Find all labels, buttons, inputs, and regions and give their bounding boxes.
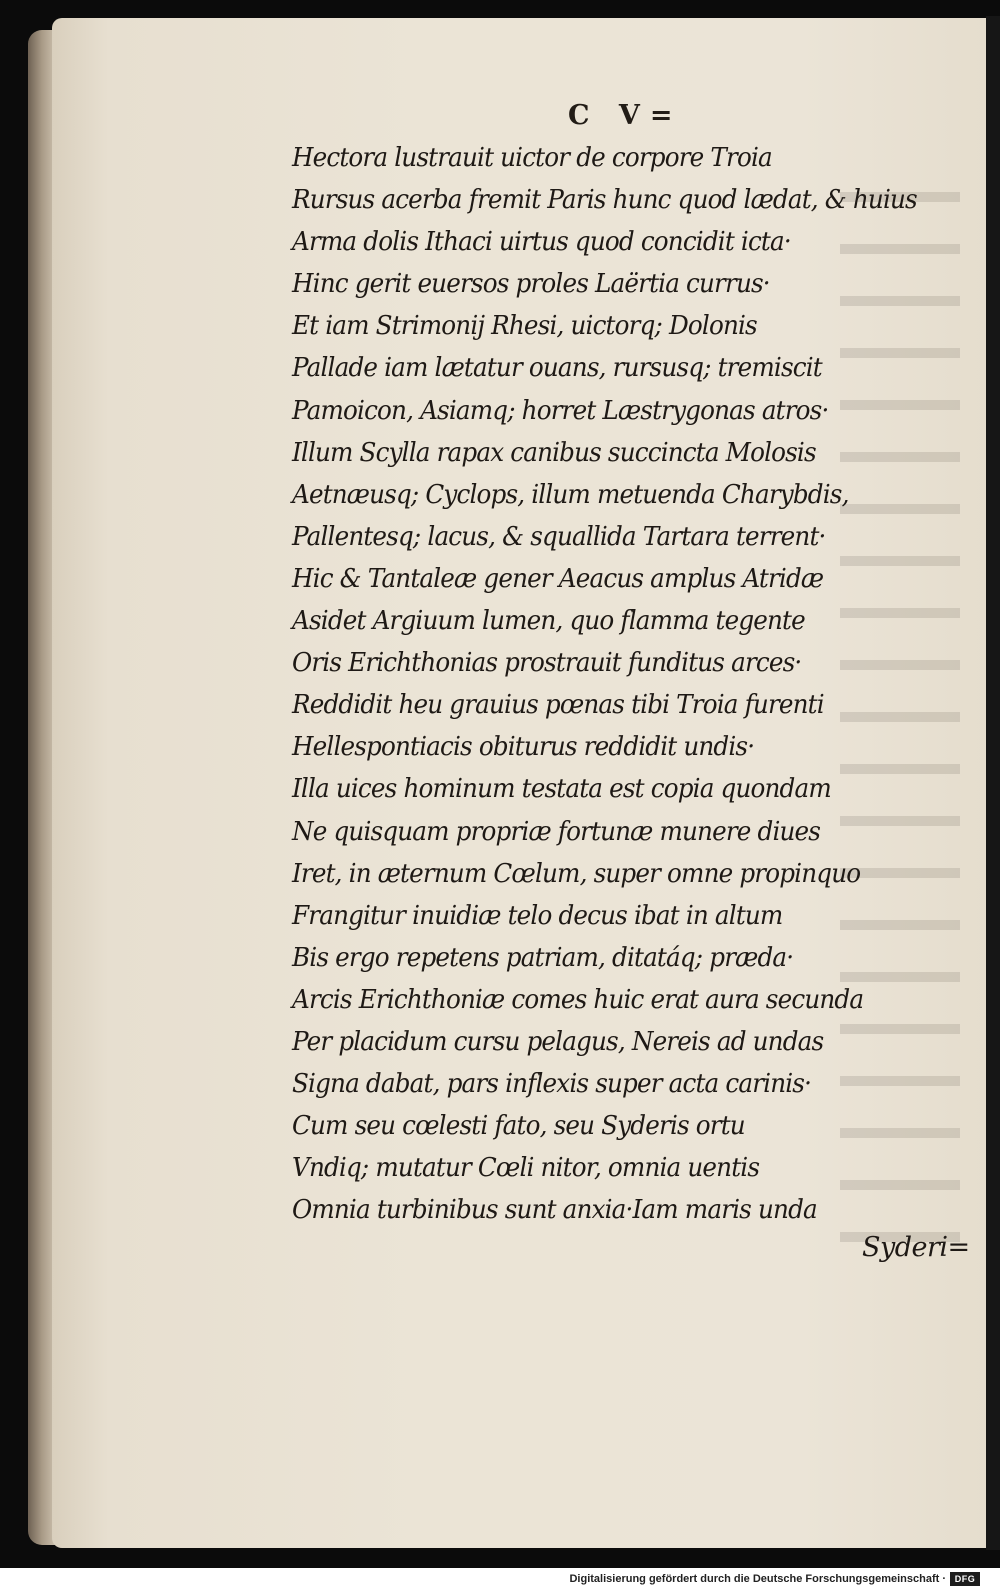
verse-line: Per placidum cursu pelagus, Nereis ad undas (292, 1025, 824, 1057)
verse-line: Illa uices hominum testata est copia quondam (292, 773, 831, 805)
verse-block (292, 137, 972, 1231)
verse-line: Ne quisquam propriæ fortunæ munere diues (292, 815, 821, 847)
verse-line: Pamoicon, Asiamq; horret Læstrygonas atros· (292, 394, 829, 426)
scan-border (986, 16, 1000, 1550)
verse-line: Illum Scylla rapax canibus succincta Molosis (292, 436, 816, 468)
verse-line: Hellespontiacis obiturus reddidit undis· (292, 731, 755, 763)
funding-note: Digitalisierung gefördert durch die Deutsche Forschungsgemeinschaft · (569, 1573, 946, 1585)
verse-line: Arcis Erichthoniæ comes huic erat aura secunda (292, 983, 864, 1015)
verse-line: Asidet Argiuum lumen, quo flamma tegente (292, 605, 805, 637)
dfg-logo-icon: DFG (950, 1572, 980, 1586)
verse-line: Hic & Tantaleæ gener Aeacus amplus Atridæ (292, 562, 824, 594)
verse-line: Iret, in æternum Cœlum, super omne propinquo (292, 857, 861, 889)
verse-line: Bis ergo repetens patriam, ditatáq; præda· (292, 941, 794, 973)
verse-line: Pallade iam lætatur ouans, rursusq; tremiscit (292, 352, 822, 384)
signature-mark: C V= (568, 100, 683, 131)
verse-line: Reddidit heu grauius pœnas tibi Troia furenti (292, 689, 824, 721)
verse-line: Aetnæusq; Cyclops, illum metuenda Charybdis, (292, 478, 849, 510)
verse-line: Omnia turbinibus sunt anxia·Iam maris unda (292, 1194, 817, 1226)
verse-line: Signa dabat, pars inflexis super acta carinis· (292, 1068, 812, 1100)
verse-line: Frangitur inuidiæ telo decus ibat in altum (292, 899, 783, 931)
verse-line: Rursus acerba fremit Paris hunc quod lædat, & huius (292, 184, 917, 216)
verse-line: Et iam Strimonij Rhesi, uictorq; Dolonis (292, 310, 757, 342)
verse-line: Vndiq; mutatur Cœli nitor, omnia uentis (292, 1152, 760, 1184)
verse-line: Pallentesq; lacus, & squallida Tartara terrent· (292, 520, 826, 552)
verse-line: Arma dolis Ithaci uirtus quod concidit icta· (292, 226, 791, 258)
verse-line: Hinc gerit euersos proles Laërtia currus· (292, 268, 770, 300)
verse-line: Cum seu cœlesti fato, seu Syderis ortu (292, 1110, 745, 1142)
verse-line: Hectora lustrauit uictor de corpore Troia (292, 142, 772, 173)
verse-line: Oris Erichthonias prostrauit funditus arces· (292, 647, 802, 679)
catchword: Syderi= (862, 1232, 970, 1263)
